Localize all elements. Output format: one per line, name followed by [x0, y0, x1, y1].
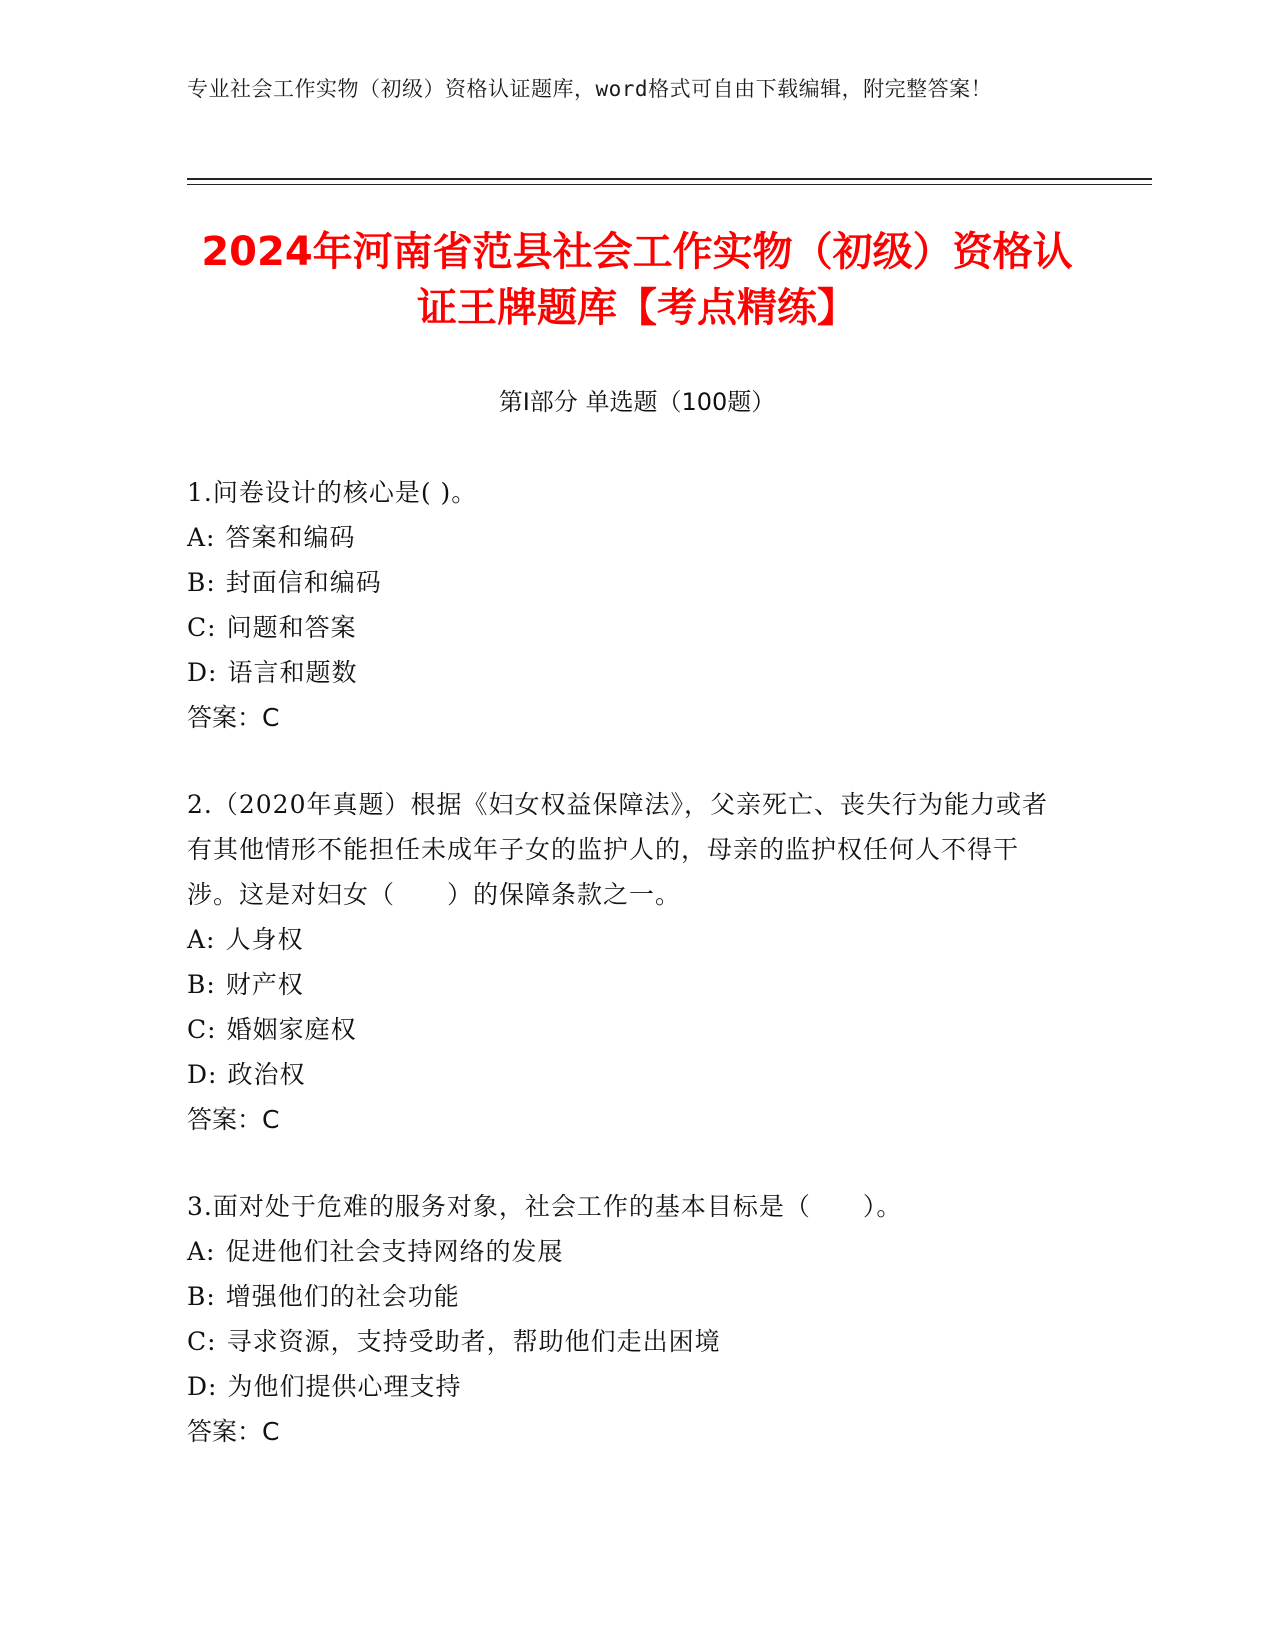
option-letter: D:: [187, 1372, 218, 1401]
header-note: 专业社会工作实物（初级）资格认证题库，word格式可自由下载编辑，附完整答案！: [187, 77, 993, 101]
option-list: [187, 917, 1067, 1097]
option-letter: B:: [187, 970, 216, 999]
option-text: 财产权: [225, 970, 304, 999]
question-stem: 2.（2020年真题）根据《妇女权益保障法》，父亲死亡、丧失行为能力或者有其他情形不能担任未成年子女的监护人的，母亲的监护权任何人不得干涉。这是对妇女（ ）的保障条款之一。: [187, 790, 1048, 909]
option-text: 婚姻家庭权: [226, 1015, 357, 1044]
option-letter: B:: [187, 568, 216, 597]
option-letter: C:: [187, 1327, 217, 1356]
option-text: 促进他们社会支持网络的发展: [225, 1237, 564, 1266]
option-c: [187, 1319, 1067, 1364]
option-c: [187, 1007, 1067, 1052]
question-stem: 3.面对处于危难的服务对象，社会工作的基本目标是（ ）。: [187, 1192, 903, 1221]
option-a: [187, 515, 1067, 560]
option-text: 人身权: [225, 925, 304, 954]
option-text: 寻求资源，支持受助者，帮助他们走出困境: [226, 1327, 721, 1356]
option-list: [187, 515, 1067, 695]
option-letter: B:: [187, 1282, 216, 1311]
option-d: [187, 650, 1067, 695]
option-text: 语言和题数: [227, 658, 358, 687]
section-title: 第Ⅰ部分 单选题（100题）: [498, 388, 776, 416]
option-letter: D:: [187, 1060, 218, 1089]
option-text: 答案和编码: [225, 523, 356, 552]
answer-line: 答案：C: [187, 703, 280, 732]
option-text: 问题和答案: [226, 613, 357, 642]
option-letter: A:: [187, 925, 216, 954]
question-2: [187, 782, 1067, 1142]
option-a: [187, 1229, 1067, 1274]
question-stem: 1.问卷设计的核心是( )。: [187, 478, 478, 507]
question-list: [187, 470, 1067, 1496]
option-text: 政治权: [227, 1060, 306, 1089]
option-d: [187, 1052, 1067, 1097]
header-divider-thick: [187, 178, 1152, 180]
option-c: [187, 605, 1067, 650]
option-d: [187, 1364, 1067, 1409]
question-1: [187, 470, 1067, 740]
option-letter: C:: [187, 1015, 217, 1044]
answer-line: 答案：C: [187, 1105, 280, 1134]
document-title: 2024年河南省范县社会工作实物（初级）资格认证王牌题库【考点精练】: [201, 229, 1073, 331]
option-b: [187, 560, 1067, 605]
option-letter: D:: [187, 658, 218, 687]
option-a: [187, 917, 1067, 962]
option-letter: C:: [187, 613, 217, 642]
option-list: [187, 1229, 1067, 1409]
answer-line: 答案：C: [187, 1417, 280, 1446]
option-letter: A:: [187, 523, 216, 552]
header-divider-thin: [187, 184, 1152, 185]
option-text: 为他们提供心理支持: [227, 1372, 462, 1401]
option-text: 封面信和编码: [225, 568, 382, 597]
option-b: [187, 962, 1067, 1007]
question-3: [187, 1184, 1067, 1454]
option-b: [187, 1274, 1067, 1319]
option-letter: A:: [187, 1237, 216, 1266]
option-text: 增强他们的社会功能: [225, 1282, 460, 1311]
